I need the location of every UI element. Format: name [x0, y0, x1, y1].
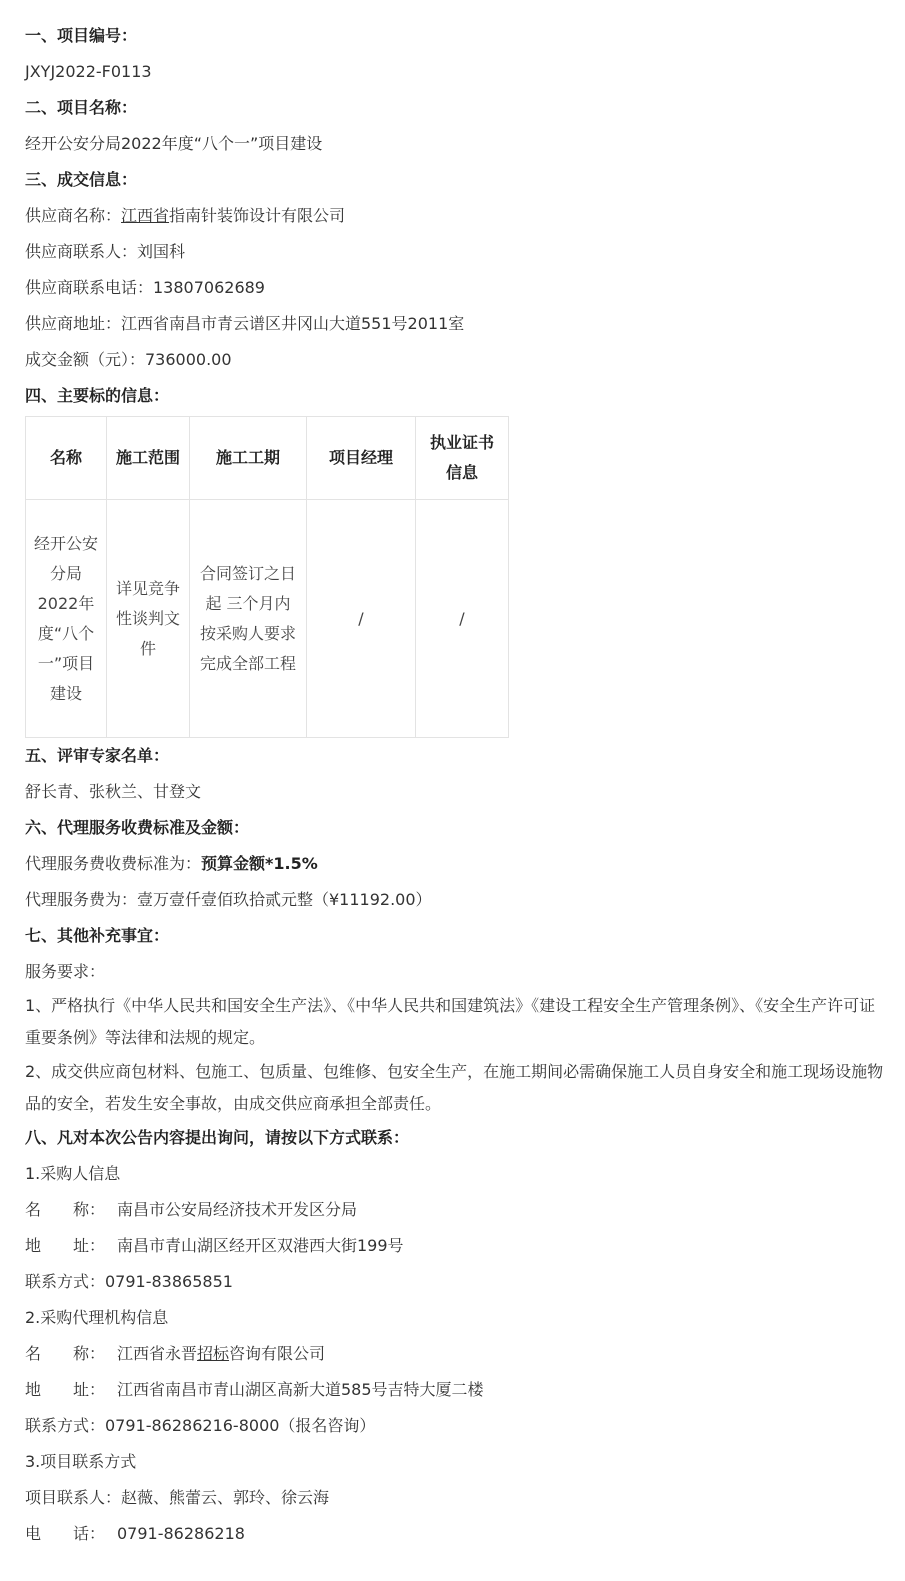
fee-standard-label: 代理服务费收费标准为：: [25, 854, 202, 873]
fee-standard-value: 预算金额*1.5%: [201, 854, 318, 873]
section-4-heading: 四、主要标的信息：: [25, 386, 170, 405]
cell-manager: /: [307, 500, 416, 738]
fee-amount: 代理服务费为：壹万壹仟壹佰玖拾贰元整（¥11192.00）: [25, 890, 432, 909]
expert-list: 舒长青、张秋兰、甘登文: [25, 782, 202, 801]
supplier-contact: 供应商联系人：刘国科: [25, 242, 186, 261]
agency-address-value: 江西省南昌市青山湖区高新大道585号吉特大厦二楼: [117, 1380, 484, 1399]
section-7-heading: 七、其他补充事宜：: [25, 926, 170, 945]
project-name: 经开公安分局2022年度“八个一”项目建设: [25, 134, 323, 153]
cell-scope: 详见竞争性谈判文件: [107, 500, 190, 738]
agency-address: [25, 1372, 885, 1408]
section-8-heading: 八、凡对本次公告内容提出询问，请按以下方式联系：: [25, 1128, 410, 1147]
agency-address-label: 地 址：: [25, 1380, 106, 1399]
table-row: [26, 500, 509, 738]
project-phone-label: 电 话：: [25, 1524, 106, 1543]
supplier-name: [25, 198, 885, 234]
section-1-heading: 一、项目编号：: [25, 26, 138, 45]
agency-name-a: 江西省永晋: [117, 1344, 198, 1363]
section-2-heading: 二、项目名称：: [25, 98, 138, 117]
agency-contact: 联系方式：0791-86286216-8000（报名咨询）: [25, 1416, 376, 1435]
purchaser-address-label: 地 址：: [25, 1236, 106, 1255]
project-contact-people: 项目联系人：赵薇、熊蕾云、郭玲、徐云海: [25, 1488, 330, 1507]
header-period: 施工工期: [190, 417, 307, 500]
supplier-phone: 供应商联系电话：13807062689: [25, 278, 265, 297]
deal-amount: 成交金额（元）：736000.00: [25, 350, 232, 369]
supplier-name-rest: 指南针装饰设计有限公司: [169, 206, 346, 225]
purchaser-name-value: 南昌市公安局经济技术开发区分局: [117, 1200, 358, 1219]
purchaser-title: 1.采购人信息: [25, 1164, 121, 1183]
agency-name-b: 咨询有限公司: [229, 1344, 326, 1363]
supplier-name-link[interactable]: 江西省: [121, 206, 170, 225]
cell-name: 经开公安分局2022年度“八个一”项目建设: [26, 500, 107, 738]
project-phone-value: 0791-86286218: [117, 1524, 245, 1543]
service-requirements-label: 服务要求：: [25, 962, 106, 981]
purchaser-address-value: 南昌市青山湖区经开区双港西大街199号: [117, 1236, 404, 1255]
supplier-name-label: 供应商名称：: [25, 206, 122, 225]
project-number: JXYJ2022-F0113: [25, 62, 152, 81]
cell-certificate: /: [416, 500, 509, 738]
purchaser-contact: 联系方式：0791-83865851: [25, 1272, 233, 1291]
purchaser-address: [25, 1228, 885, 1264]
requirement-item-1: 1、严格执行《中华人民共和国安全生产法》、《中华人民共和国建筑法》《建设工程安全生产管理条例》、《安全生产许可证重要条例》等法律和法规的规定。: [25, 996, 876, 1047]
agency-name-link[interactable]: 招标: [197, 1344, 230, 1363]
header-name: 名称: [26, 417, 107, 500]
header-scope: 施工范围: [107, 417, 190, 500]
table-header-row: [26, 417, 509, 500]
subject-info-table: [25, 416, 509, 738]
purchaser-name: [25, 1192, 885, 1228]
requirement-item-2: 2、成交供应商包材料、包施工、包质量、包维修、包安全生产，在施工期间必需确保施工人员自身安全和施工现场设施物品的安全，若发生安全事故，由成交供应商承担全部责任。: [25, 1062, 884, 1113]
section-3-heading: 三、成交信息：: [25, 170, 138, 189]
section-6-heading: 六、代理服务收费标准及金额：: [25, 818, 250, 837]
section-5-heading: 五、评审专家名单：: [25, 746, 170, 765]
header-certificate: 执业证书信息: [416, 417, 509, 500]
agency-name: [25, 1336, 885, 1372]
agency-name-label: 名 称：: [25, 1344, 106, 1363]
fee-standard: [25, 846, 885, 882]
supplier-address: 供应商地址：江西省南昌市青云谱区井冈山大道551号2011室: [25, 314, 465, 333]
agency-title: 2.采购代理机构信息: [25, 1308, 169, 1327]
project-contact-phone: [25, 1516, 885, 1552]
cell-period: 合同签订之日起 三个月内按采购人要求完成全部工程: [190, 500, 307, 738]
project-contact-title: 3.项目联系方式: [25, 1452, 137, 1471]
header-manager: 项目经理: [307, 417, 416, 500]
purchaser-name-label: 名 称：: [25, 1200, 106, 1219]
announcement-document: [25, 18, 885, 1552]
